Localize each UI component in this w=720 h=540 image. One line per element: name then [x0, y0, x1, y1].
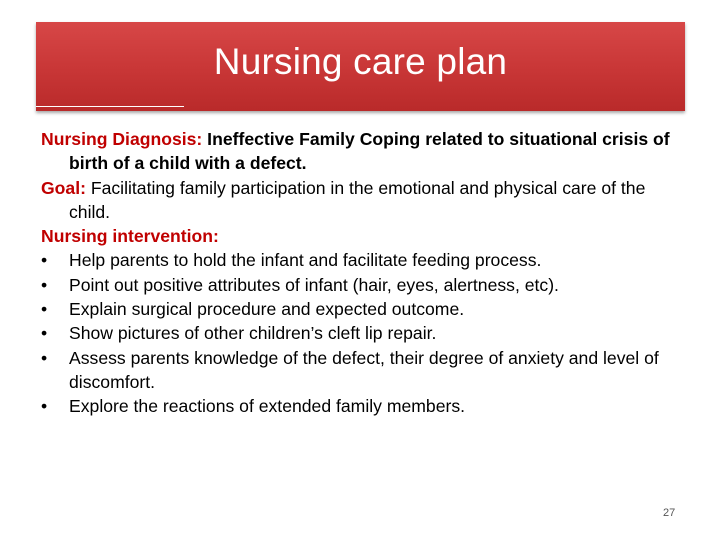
title-underline: [36, 106, 184, 107]
intervention-heading-paragraph: [41, 224, 691, 248]
intervention-text: Explore the reactions of extended family members.: [69, 396, 466, 417]
bullet-icon: •: [41, 323, 48, 344]
intervention-item: [41, 394, 691, 418]
intervention-text: Show pictures of other children’s cleft lip repair.: [69, 323, 437, 344]
diagnosis-paragraph: [41, 127, 691, 176]
slide-title: Nursing care plan: [213, 41, 508, 82]
bullet-icon: •: [41, 347, 48, 368]
diagnosis-label: Nursing Diagnosis:: [41, 129, 203, 149]
slide-body: [41, 127, 691, 419]
intervention-text: Point out positive attributes of infant (hair, eyes, alertness, etc).: [69, 274, 559, 295]
intervention-text: Help parents to hold the infant and facilitate feeding process.: [69, 250, 542, 271]
intervention-item: [41, 248, 691, 272]
intervention-text: Assess parents knowledge of the defect, their degree of anxiety and level of discomfort.: [69, 347, 659, 392]
diagnosis-text: Ineffective Family Coping related to situational crisis of birth of a child with a defect.: [69, 129, 670, 174]
intervention-heading: Nursing intervention:: [41, 226, 219, 247]
page-number: 27: [663, 507, 676, 519]
bullet-icon: •: [41, 250, 48, 271]
bullet-icon: •: [41, 274, 48, 295]
bullet-icon: •: [41, 299, 48, 320]
intervention-item: [41, 297, 691, 321]
intervention-text: Explain surgical procedure and expected outcome.: [69, 299, 465, 320]
goal-paragraph: [41, 176, 691, 225]
bullet-icon: •: [41, 396, 48, 417]
intervention-item: [41, 273, 691, 297]
title-banner: [36, 22, 685, 111]
goal-text: Facilitating family participation in the emotional and physical care of the child.: [69, 177, 646, 222]
intervention-list: [41, 248, 691, 418]
intervention-item: [41, 346, 691, 395]
goal-label: Goal:: [41, 177, 86, 198]
intervention-item: [41, 321, 691, 345]
